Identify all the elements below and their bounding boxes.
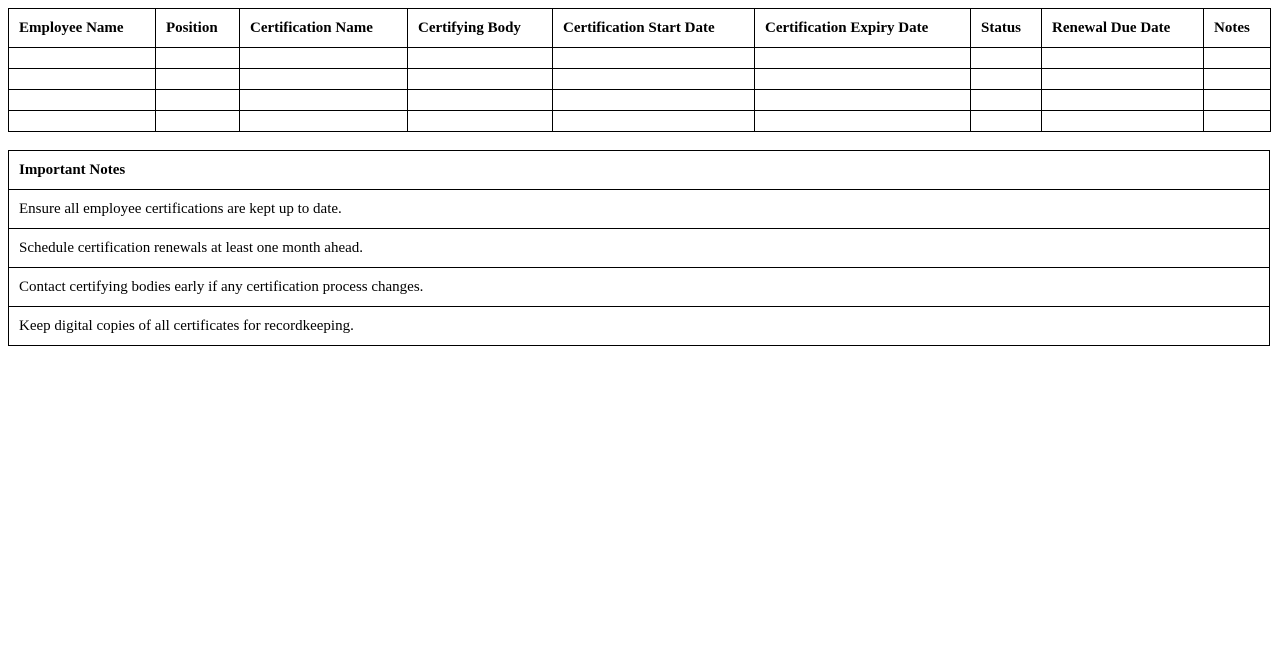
table-cell[interactable]	[971, 48, 1042, 69]
table-cell[interactable]	[553, 69, 755, 90]
table-cell[interactable]	[1204, 69, 1271, 90]
table-row	[9, 69, 1271, 90]
table-cell[interactable]	[553, 48, 755, 69]
table-cell[interactable]	[9, 48, 156, 69]
table-row	[9, 90, 1271, 111]
list-item	[9, 229, 1270, 268]
table-row	[9, 111, 1271, 132]
header-employee-name: Employee Name	[9, 9, 156, 48]
table-cell[interactable]	[1042, 90, 1204, 111]
table-cell[interactable]	[240, 90, 408, 111]
header-status: Status	[971, 9, 1042, 48]
table-cell[interactable]	[240, 48, 408, 69]
header-certifying-body: Certifying Body	[408, 9, 553, 48]
header-certification-expiry-date: Certification Expiry Date	[755, 9, 971, 48]
note-text: Schedule certification renewals at least one month ahead.	[9, 229, 1270, 268]
table-cell[interactable]	[1042, 48, 1204, 69]
table-header-row	[9, 9, 1271, 48]
list-item	[9, 307, 1270, 346]
note-text: Contact certifying bodies early if any certification process changes.	[9, 268, 1270, 307]
table-cell[interactable]	[755, 90, 971, 111]
note-text: Ensure all employee certifications are kept up to date.	[9, 190, 1270, 229]
table-cell[interactable]	[755, 48, 971, 69]
note-text: Keep digital copies of all certificates for recordkeeping.	[9, 307, 1270, 346]
table-cell[interactable]	[755, 111, 971, 132]
header-certification-name: Certification Name	[240, 9, 408, 48]
table-cell[interactable]	[408, 90, 553, 111]
table-cell[interactable]	[553, 111, 755, 132]
table-cell[interactable]	[1204, 90, 1271, 111]
table-cell[interactable]	[1204, 111, 1271, 132]
table-cell[interactable]	[1042, 111, 1204, 132]
list-item	[9, 190, 1270, 229]
table-cell[interactable]	[156, 90, 240, 111]
table-cell[interactable]	[156, 69, 240, 90]
table-cell[interactable]	[971, 69, 1042, 90]
table-cell[interactable]	[553, 90, 755, 111]
table-cell[interactable]	[240, 69, 408, 90]
table-row	[9, 48, 1271, 69]
notes-header-row	[9, 151, 1270, 190]
list-item	[9, 268, 1270, 307]
table-cell[interactable]	[408, 111, 553, 132]
table-cell[interactable]	[408, 48, 553, 69]
table-cell[interactable]	[755, 69, 971, 90]
header-position: Position	[156, 9, 240, 48]
certification-table	[8, 8, 1271, 132]
table-cell[interactable]	[9, 69, 156, 90]
table-cell[interactable]	[240, 111, 408, 132]
table-cell[interactable]	[971, 90, 1042, 111]
table-cell[interactable]	[971, 111, 1042, 132]
notes-title: Important Notes	[9, 151, 1270, 190]
table-cell[interactable]	[9, 90, 156, 111]
table-cell[interactable]	[1042, 69, 1204, 90]
important-notes-table	[8, 150, 1270, 346]
header-notes: Notes	[1204, 9, 1271, 48]
header-renewal-due-date: Renewal Due Date	[1042, 9, 1204, 48]
table-cell[interactable]	[1204, 48, 1271, 69]
table-cell[interactable]	[156, 48, 240, 69]
table-cell[interactable]	[156, 111, 240, 132]
table-cell[interactable]	[408, 69, 553, 90]
table-cell[interactable]	[9, 111, 156, 132]
header-certification-start-date: Certification Start Date	[553, 9, 755, 48]
